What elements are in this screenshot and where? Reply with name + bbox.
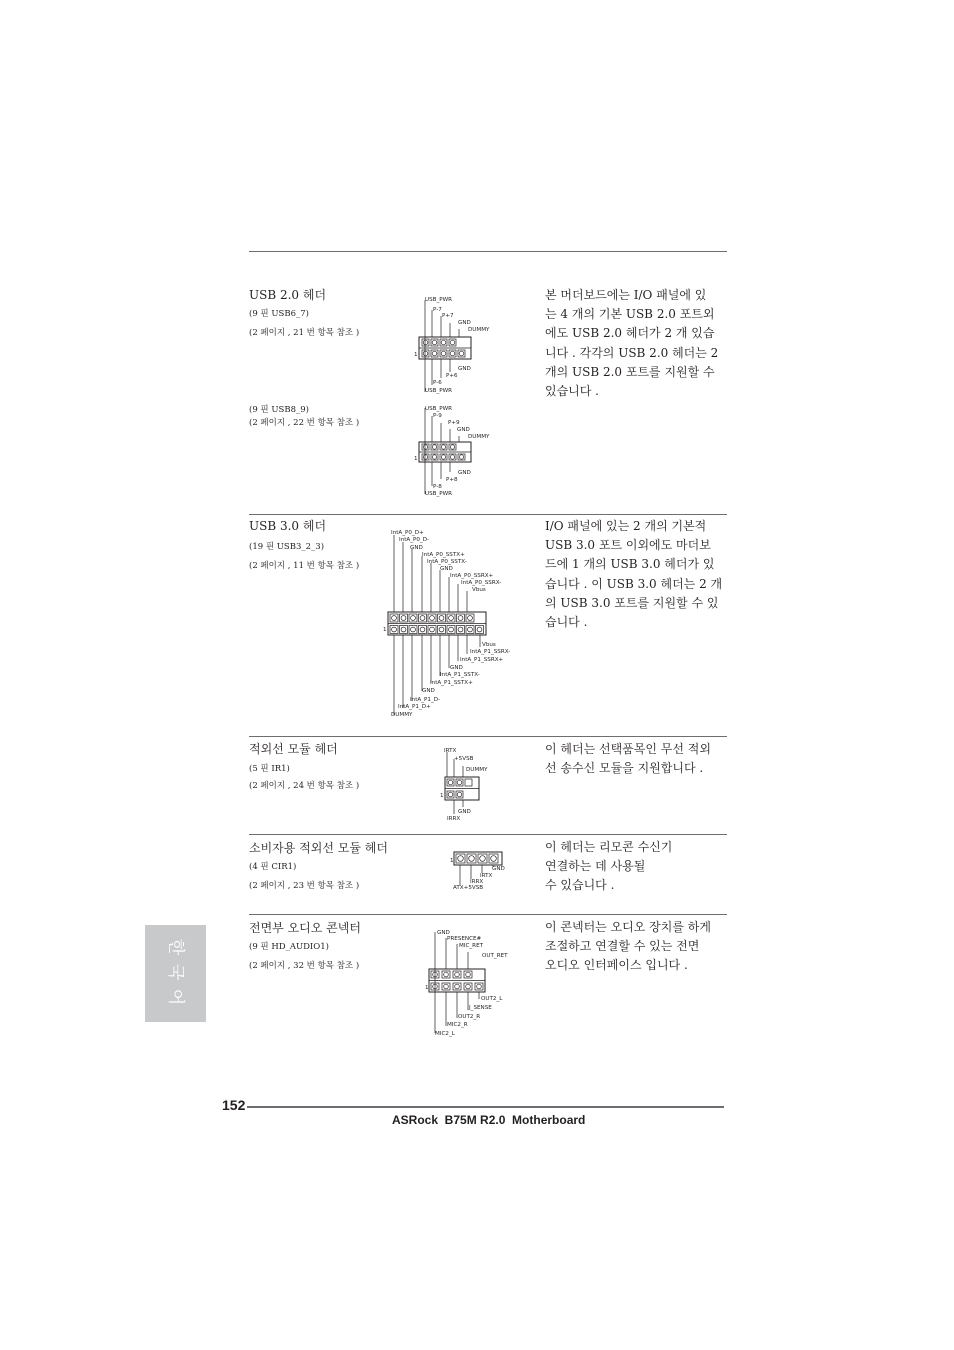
pin — [401, 627, 406, 632]
pin-label: DUMMY — [391, 712, 413, 718]
desc-line: 조절하고 연결할 수 있는 전면 — [545, 939, 700, 954]
desc-line: 이 헤더는 선택품목인 무선 적외 — [545, 742, 711, 756]
pin-label: OUT_RET — [482, 953, 508, 959]
pin-label: GND — [457, 427, 470, 433]
section-title-usb2: USB 2.0 헤더 — [249, 288, 327, 302]
pin-socket — [419, 614, 427, 622]
pin-label: IRTX — [444, 748, 457, 754]
desc-line: 에도 USB 2.0 헤더가 2 개 있습 — [545, 326, 715, 341]
desc-line: 오디오 인터페이스 입니다 . — [545, 958, 688, 973]
section-description — [545, 918, 711, 976]
pin-label: IntA_P0_SSTX+ — [422, 552, 465, 558]
section-divider — [249, 914, 727, 915]
pin-label: MIC2_R — [447, 1022, 468, 1028]
pin-label: GND — [450, 665, 463, 671]
pin-label: USB_PWR — [425, 388, 453, 394]
pin-label: P+8 — [446, 477, 458, 483]
pin-label: P-8 — [433, 484, 442, 490]
pin-label: GND — [437, 930, 450, 936]
pin — [477, 627, 482, 632]
pin-label: P-9 — [433, 413, 442, 419]
ir-pinout-diagram — [438, 745, 518, 825]
pin-label: DUMMY — [468, 327, 490, 333]
pin-socket — [409, 626, 417, 634]
pin-label: USB_PWR — [425, 297, 453, 303]
header-rule — [249, 251, 727, 252]
pin-label: IntA_P0_D- — [399, 537, 430, 543]
pin-label: P-6 — [433, 380, 442, 386]
pin-label: IntA_P0_SSRX+ — [450, 573, 494, 579]
section-title-ir: 적외선 모듈 헤더 — [249, 742, 338, 756]
section-divider — [249, 834, 727, 835]
desc-line: 있습니다 . — [545, 384, 599, 399]
pin-label: MIC2_L — [435, 1031, 455, 1037]
pin-socket — [457, 614, 465, 622]
pin1-marker: 1 — [414, 352, 418, 358]
pin-socket — [466, 614, 474, 622]
pin-spec: (5 핀 IR1) — [249, 764, 290, 774]
page-ref: (2 페이지 , 21 번 항목 참조 ) — [249, 328, 360, 338]
pin-socket — [428, 614, 436, 622]
pin1-marker: 1 — [414, 456, 418, 462]
pin-label: IntA_P1_SSTX+ — [430, 680, 473, 686]
pin-socket — [447, 626, 455, 634]
pin1-marker: 1 — [440, 793, 444, 799]
pin-label: DUMMY — [466, 767, 488, 773]
section-description — [545, 517, 722, 632]
desc-line: 이 헤더는 리모콘 수신기 — [545, 840, 673, 854]
pin-label: MIC_RET — [459, 943, 484, 949]
section-divider — [249, 736, 727, 737]
pin-label: IntA_P0_D+ — [391, 530, 424, 536]
section-title-usb3: USB 3.0 헤더 — [249, 519, 327, 533]
pin1-marker: 1 — [383, 627, 387, 633]
pin-label: IntA_P1_D+ — [398, 704, 431, 710]
footer-rule — [247, 1106, 724, 1108]
section-description — [545, 740, 711, 778]
desc-line: 의 USB 3.0 포트를 지원할 수 있 — [545, 595, 719, 610]
desc-line: 습니다 . — [545, 615, 588, 630]
pin-label: GND — [458, 366, 471, 372]
page-ref: (2 페이지 , 24 번 항목 참조 ) — [249, 781, 360, 791]
pin-label: P+6 — [446, 373, 458, 379]
page-ref: (2 페이지 , 23 번 항목 참조 ) — [249, 881, 360, 891]
pin-label: P-7 — [433, 307, 442, 313]
usb6-7-pinout-diagram — [405, 292, 515, 397]
side-tab-char: 한 — [165, 938, 186, 956]
pin-label: J_SENSE — [469, 1005, 492, 1011]
pin-label: OUT2_R — [458, 1014, 481, 1020]
pin1-marker: 1 — [425, 985, 429, 991]
section-title-cir: 소비자용 적외선 모듈 헤더 — [249, 841, 388, 855]
pin-socket — [400, 614, 408, 622]
pin-socket — [438, 626, 446, 634]
desc-line: 본 머더보드에는 I/O 패널에 있 — [545, 288, 707, 302]
section-divider — [249, 514, 727, 515]
desc-line: 니다 . 각각의 USB 2.0 헤더는 2 — [545, 345, 719, 360]
side-tab-char: 어 — [165, 988, 186, 1006]
page-number: 152 — [222, 1097, 246, 1113]
pin — [458, 616, 463, 621]
pin-socket — [457, 626, 465, 634]
pin-socket — [466, 626, 474, 634]
pin-label: GND — [422, 688, 435, 694]
pin-label: IRRX — [470, 879, 484, 885]
pin-socket — [390, 626, 398, 634]
pin-spec: (4 핀 CIR1) — [249, 862, 297, 872]
pin-label: OUT2_L — [481, 996, 503, 1002]
language-side-tab — [145, 925, 206, 1022]
pin-spec: (9 핀 HD_AUDIO1) — [249, 942, 329, 952]
pin — [430, 616, 435, 621]
pin — [430, 627, 435, 632]
pin-label: IntA_P1_SSTX- — [440, 672, 480, 678]
pin — [468, 627, 473, 632]
section-description — [545, 838, 672, 896]
pin — [439, 616, 444, 621]
hd-audio-pinout-diagram — [424, 926, 534, 1041]
pin — [449, 627, 454, 632]
page-ref: (2 페이지 , 22 번 항목 참조 ) — [249, 418, 360, 428]
desc-line: 개의 USB 2.0 포트를 지원할 수 — [545, 364, 715, 379]
pin-socket — [390, 614, 398, 622]
pin — [449, 616, 454, 621]
pin-label: IRRX — [447, 816, 461, 822]
pin-label: GND — [458, 320, 471, 326]
pin-socket — [400, 626, 408, 634]
usb8-9-pinout-diagram — [405, 402, 515, 502]
pin-label: Vbus — [482, 642, 496, 648]
pin — [439, 627, 444, 632]
footer-title: ASRock B75M R2.0 Motherboard — [392, 1113, 586, 1127]
pin — [468, 616, 473, 621]
pin-socket — [476, 626, 484, 634]
pin-label: IntA_P1_SSRX- — [470, 649, 511, 655]
pin-label: GND — [458, 470, 471, 476]
section-title-audio: 전면부 오디오 콘넥터 — [249, 921, 361, 935]
cir-pinout-diagram — [447, 848, 527, 893]
desc-line: 이 콘넥터는 오디오 장치를 하게 — [545, 920, 711, 934]
desc-line: I/O 패널에 있는 2 개의 기본적 — [545, 519, 707, 533]
pin-label: GND — [410, 545, 423, 551]
desc-line: 수 있습니다 . — [545, 878, 615, 893]
pin-label: IntA_P0_SSRX- — [461, 580, 502, 586]
side-tab-char: 국 — [165, 963, 186, 981]
pin-label: DUMMY — [468, 434, 490, 440]
pin-socket — [438, 614, 446, 622]
pin — [392, 627, 397, 632]
pin-label: +5VSB — [454, 756, 474, 762]
desc-line: 는 4 개의 기본 USB 2.0 포트외 — [545, 307, 715, 322]
pin-label: Vbus — [472, 587, 486, 593]
pin-label: PRESENCE# — [447, 936, 482, 942]
usb3-pinout-diagram — [382, 525, 532, 725]
pin-label: IntA_P1_SSRX+ — [460, 657, 504, 663]
desc-line: 드에 1 개의 USB 3.0 헤더가 있 — [545, 557, 715, 572]
pin-label: P+7 — [442, 313, 454, 319]
pin-label: ATX+5VSB — [453, 885, 484, 891]
desc-line: 선 송수신 모듈을 지원합니다 . — [545, 761, 704, 776]
pin — [411, 616, 416, 621]
desc-line: USB 3.0 포트 이외에도 마더보 — [545, 538, 711, 553]
pin-label: USB_PWR — [425, 491, 453, 497]
pin-label: USB_PWR — [425, 406, 453, 412]
pin-socket — [409, 614, 417, 622]
pin — [392, 616, 397, 621]
pin — [420, 627, 425, 632]
pin-label: P+9 — [448, 420, 460, 426]
page-ref: (2 페이지 , 11 번 항목 참조 ) — [249, 561, 360, 571]
pin-label: IntA_P0_SSTX- — [427, 559, 467, 565]
pin-socket — [428, 626, 436, 634]
pin-label: GND — [440, 566, 453, 572]
desc-line: 연결하는 데 사용될 — [545, 859, 646, 874]
section-description — [545, 286, 718, 401]
pin-spec: (9 핀 USB8_9) — [249, 405, 309, 415]
pin-socket — [419, 626, 427, 634]
pin — [458, 627, 463, 632]
pin-spec: (19 핀 USB3_2_3) — [249, 542, 325, 552]
pin-label: IntA_P1_D- — [410, 697, 441, 703]
pin1-marker: 1 — [450, 858, 454, 864]
pin-socket — [447, 614, 455, 622]
pin-label: IRTX — [480, 873, 493, 879]
pin — [411, 627, 416, 632]
desc-line: 습니다 . 이 USB 3.0 헤더는 2 개 — [545, 576, 723, 591]
pin-spec: (9 핀 USB6_7) — [249, 309, 309, 319]
pin-label: GND — [492, 866, 505, 872]
pin — [401, 616, 406, 621]
pin — [420, 616, 425, 621]
pin-label: GND — [458, 809, 471, 815]
page-ref: (2 페이지 , 32 번 항목 참조 ) — [249, 961, 360, 971]
